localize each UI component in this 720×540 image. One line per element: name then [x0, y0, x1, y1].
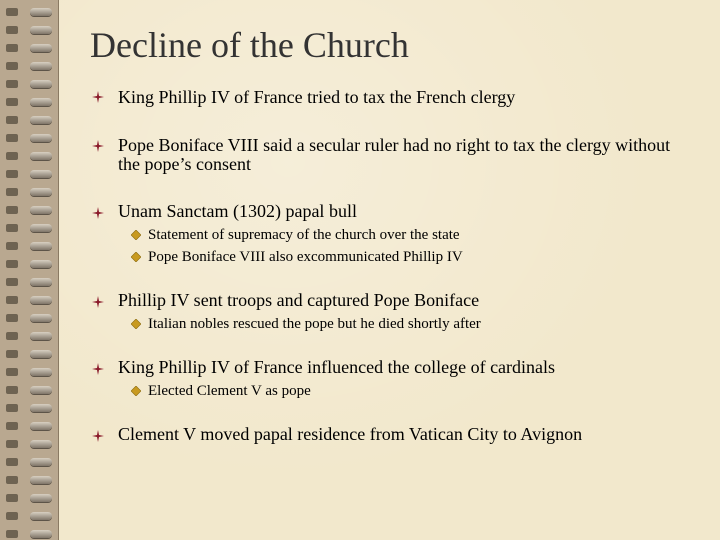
binding-hole	[6, 512, 18, 520]
diamond-bullet-icon	[131, 319, 141, 329]
binding-ring	[30, 458, 52, 466]
binding-hole	[6, 314, 18, 322]
binding-ring	[30, 512, 52, 520]
sub-bullet-text: Italian nobles rescued the pope but he died shortly after	[148, 316, 481, 332]
star-bullet-icon	[92, 296, 104, 308]
binding-hole	[6, 332, 18, 340]
bullet-text: King Phillip IV of France influenced the college of cardinals	[118, 357, 556, 377]
star-bullet-icon	[92, 363, 104, 375]
binding-hole	[6, 422, 18, 430]
binding-hole	[6, 134, 18, 142]
sub-bullet-text: Elected Clement V as pope	[148, 383, 311, 399]
binding-hole	[6, 278, 18, 286]
binding-ring	[30, 476, 52, 484]
binding-ring	[30, 26, 52, 34]
star-bullet-icon	[92, 207, 104, 219]
binding-ring	[30, 152, 52, 160]
binding-hole	[6, 62, 18, 70]
binding-ring	[30, 134, 52, 142]
bullet-text: Unam Sanctam (1302) papal bull	[118, 201, 357, 221]
binding-ring	[30, 98, 52, 106]
binding-hole	[6, 404, 18, 412]
diamond-bullet-icon	[131, 230, 141, 240]
binding-ring	[30, 8, 52, 16]
binding-hole	[6, 80, 18, 88]
binding-ring	[30, 386, 52, 394]
binding-ring	[30, 404, 52, 412]
binding-hole	[6, 368, 18, 376]
diamond-bullet-icon	[131, 386, 141, 396]
binding-ring	[30, 242, 52, 250]
binding-ring	[30, 296, 52, 304]
binding-hole	[6, 440, 18, 448]
binding-ring	[30, 44, 52, 52]
binding-hole	[6, 224, 18, 232]
binding-hole	[6, 206, 18, 214]
binding-hole	[6, 242, 18, 250]
binding-hole	[6, 116, 18, 124]
binding-hole	[6, 170, 18, 178]
bullet-text: Clement V moved papal residence from Vatican City to Avignon	[118, 424, 583, 444]
bullet-text: King Phillip IV of France tried to tax the French clergy	[118, 87, 516, 107]
binding-hole	[6, 494, 18, 502]
binding-hole	[6, 296, 18, 304]
binding-ring	[30, 188, 52, 196]
binding-ring	[30, 314, 52, 322]
binding-ring	[30, 206, 52, 214]
sub-bullet-text: Pope Boniface VIII also excommunicated Phillip IV	[148, 249, 463, 265]
binding-ring	[30, 494, 52, 502]
binding-hole	[6, 476, 18, 484]
binding-ring	[30, 530, 52, 538]
bullet-text: Phillip IV sent troops and captured Pope Boniface	[118, 290, 480, 310]
binding-hole	[6, 350, 18, 358]
binding-ring	[30, 350, 52, 358]
binding-ring	[30, 440, 52, 448]
slide-title: Decline of the Church	[90, 25, 409, 65]
star-bullet-icon	[92, 140, 104, 152]
binding-hole	[6, 260, 18, 268]
binding-ring	[30, 80, 52, 88]
binding-ring	[30, 224, 52, 232]
binding-ring	[30, 332, 52, 340]
binding-hole	[6, 188, 18, 196]
binding-hole	[6, 98, 18, 106]
bullet-text: Pope Boniface VIII said a secular ruler had no right to tax the clergy without the pope’s consent	[118, 135, 671, 174]
binding-ring	[30, 260, 52, 268]
star-bullet-icon	[92, 430, 104, 442]
binding-hole	[6, 44, 18, 52]
binding-ring	[30, 422, 52, 430]
binding-hole	[6, 152, 18, 160]
binding-ring	[30, 368, 52, 376]
star-bullet-icon	[92, 91, 104, 103]
binding-ring	[30, 278, 52, 286]
spiral-binding	[0, 0, 59, 540]
binding-hole	[6, 26, 18, 34]
binding-hole	[6, 386, 18, 394]
sub-bullet-text: Statement of supremacy of the church over the state	[148, 227, 460, 243]
binding-hole	[6, 8, 18, 16]
diamond-bullet-icon	[131, 252, 141, 262]
binding-ring	[30, 62, 52, 70]
binding-hole	[6, 458, 18, 466]
binding-ring	[30, 116, 52, 124]
binding-hole	[6, 530, 18, 538]
binding-ring	[30, 170, 52, 178]
